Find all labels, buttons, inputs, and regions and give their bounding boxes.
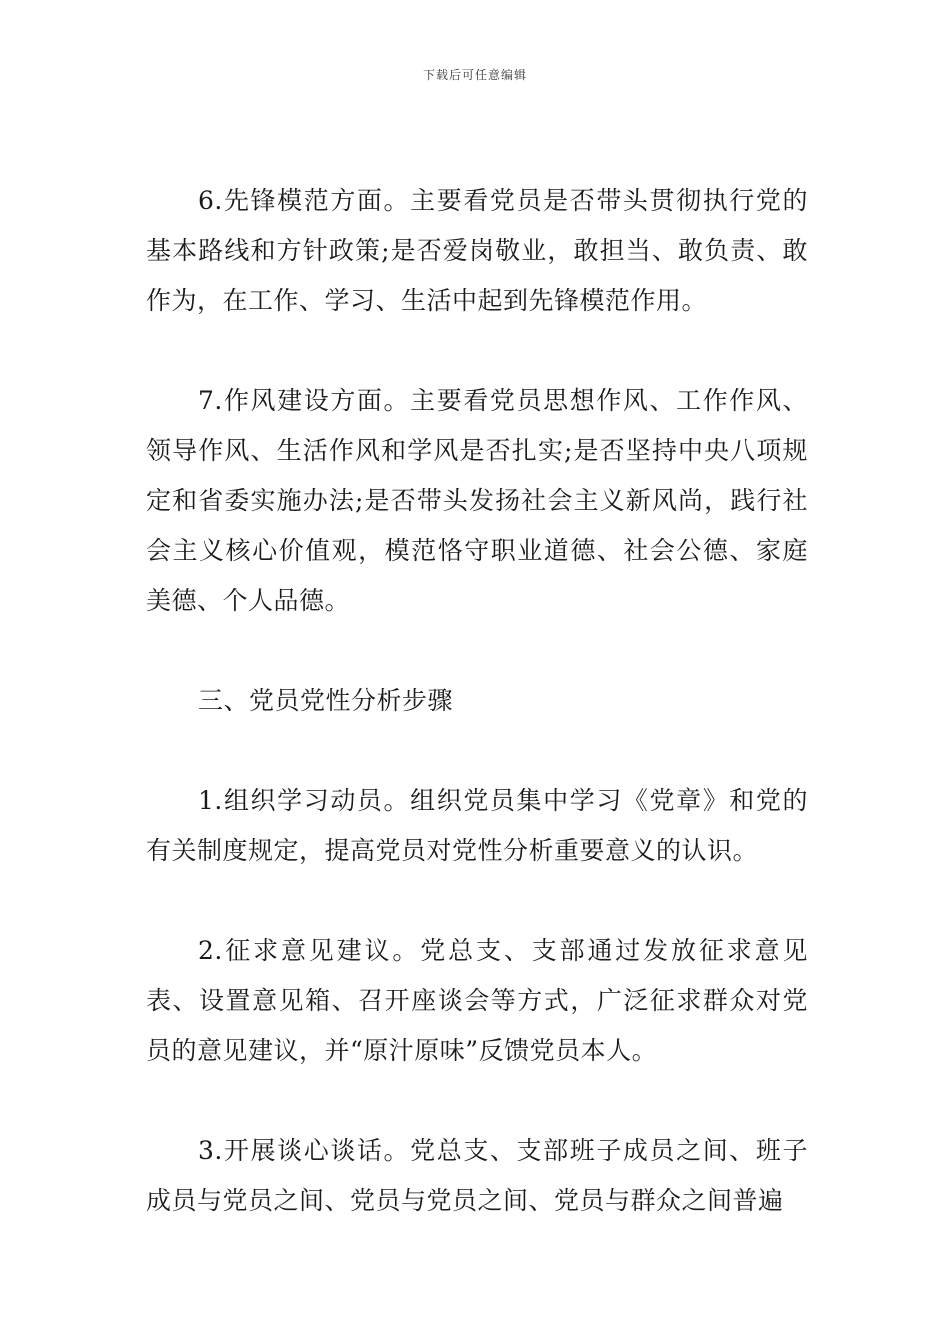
paragraph-solicit-opinions: 2.征求意见建议。党总支、支部通过发放征求意见表、设置意见箱、召开座谈会等方式，广泛征求群众对党员的意见建议，并“原汁原味”反馈党员本人。	[146, 936, 808, 1065]
paragraph-study-mobilization: 1.组织学习动员。组织党员集中学习《党章》和党的有关制度规定，提高党员对党性分析重要意义的认识。	[146, 786, 808, 865]
paragraph-spacer	[146, 1076, 808, 1126]
paragraph-pioneer-model: 6.先锋模范方面。主要看党员是否带头贯彻执行党的基本路线和方针政策;是否爱岗敬业，敢担当、敢负责、敢作为，在工作、学习、生活中起到先锋模范作用。	[146, 186, 808, 315]
paragraph-heart-to-heart-talks: 3.开展谈心谈话。党总支、支部班子成员之间、班子成员与党员之间、党员与党员之间、党员与群众之间普遍	[146, 1136, 808, 1215]
paragraph-spacer	[146, 726, 808, 776]
header-note: 下载后可任意编辑	[422, 68, 527, 82]
section-heading-analysis-steps: 三、党员党性分析步骤	[198, 686, 454, 715]
paragraph-work-style: 7.作风建设方面。主要看党员思想作风、工作作风、领导作风、生活作风和学风是否扎实;是否坚持中央八项规定和省委实施办法;是否带头发扬社会主义新风尚，践行社会主义核心价值观，模范恪守职业道德、社会公德、家庭美德、个人品德。	[146, 386, 808, 615]
paragraph-spacer	[146, 326, 808, 376]
paragraph-spacer	[146, 876, 808, 926]
document-body	[146, 176, 808, 1226]
paragraph-spacer	[146, 626, 808, 676]
